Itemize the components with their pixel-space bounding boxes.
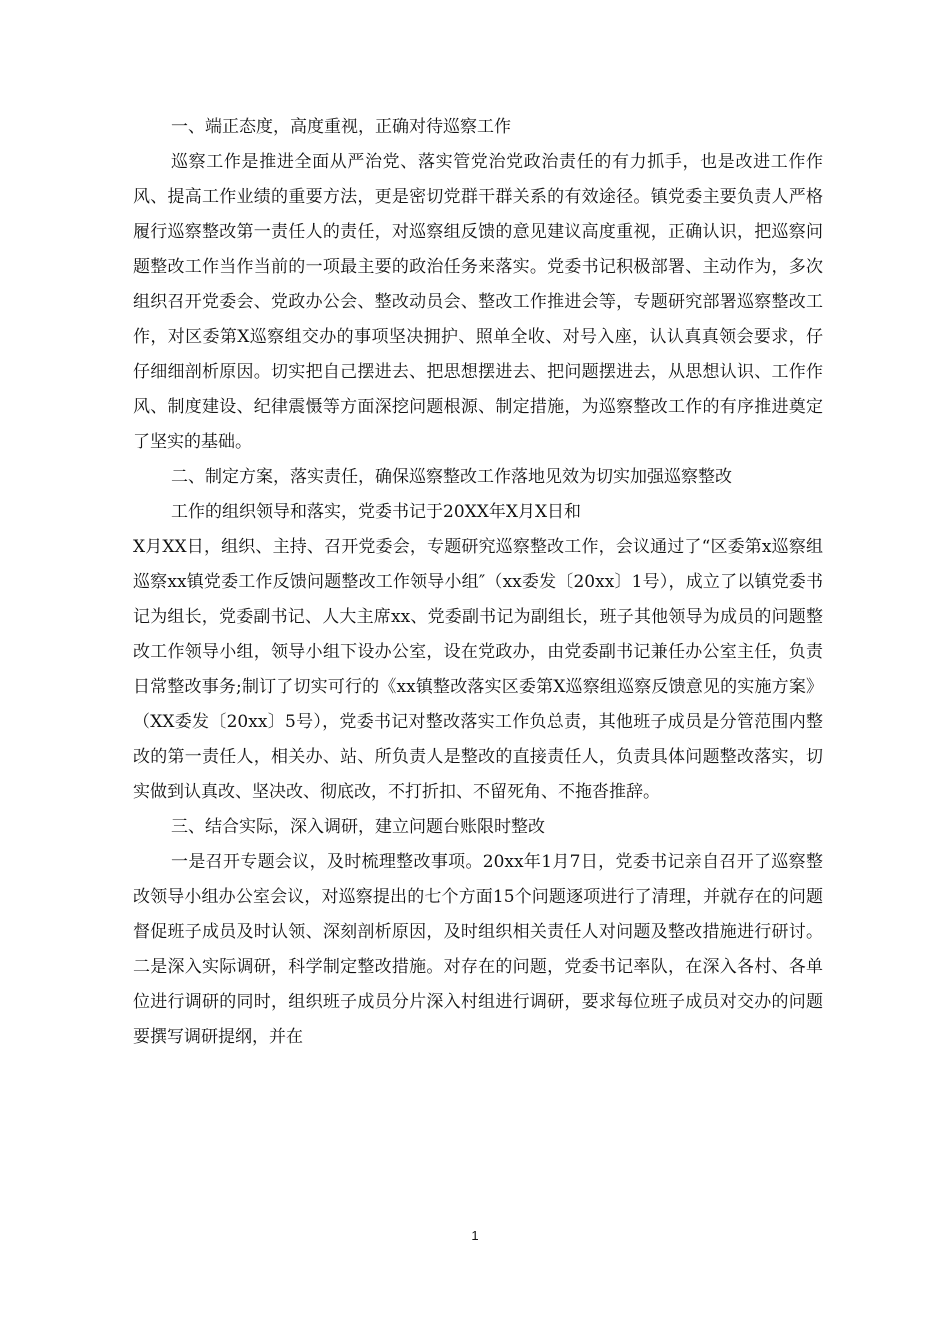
body-paragraph-1: 巡察工作是推进全面从严治党、落实管党治党政治责任的有力抓手，也是改进工作作风、提高工作业绩的重要方法，更是密切党群干群关系的有效途径。镇党委主要负责人严格履行巡察整改第一责任人的责任，对巡察组反馈的意见建议高度重视，正确认识，把巡察问题整改工作当作当前的一项最主要的政治任务来落实。党委书记积极部署、主动作为，多次组织召开党委会、党政办公会、整改动员会、整改工作推进会等，专题研究部署巡察整改工作，对区委第X巡察组交办的事项坚决拥护、照单全收、对号入座，认认真真领会要求，仔仔细细剖析原因。切实把自己摆进去、把思想摆进去、把问题摆进去，从思想认识、工作作风、制度建设、纪律震慑等方面深挖问题根源、制定措施，为巡察整改工作的有序推进奠定了坚实的基础。 [133, 152, 823, 452]
section-heading-1: 一、端正态度，高度重视，正确对待巡察工作 [171, 117, 511, 137]
section-heading-3: 三、结合实际，深入调研，建立问题台账限时整改 [171, 817, 545, 837]
body-paragraph-3: 一是召开专题会议，及时梳理整改事项。20xx年1月7日，党委书记亲自召开了巡察整改领导小组办公室会议，对巡察提出的七个方面15个问题逐项进行了清理，并就存在的问题督促班子成员及时认领、深刻剖析原因，及时组织相关责任人对问题及整改措施进行研讨。二是深入实际调研，科学制定整改措施。对存在的问题，党委书记率队，在深入各村、各单位进行调研的同时，组织班子成员分片深入村组进行调研，要求每位班子成员对交办的问题要撰写调研提纲，并在 [133, 852, 823, 1047]
document-body [133, 110, 823, 1055]
section-heading-2: 二、制定方案，落实责任，确保巡察整改工作落地见效为切实加强巡察整改 [171, 467, 732, 487]
page-number: 1 [471, 1228, 479, 1243]
body-paragraph-2b: X月XX日，组织、主持、召开党委会，专题研究巡察整改工作，会议通过了“区委第x巡察组巡察xx镇党委工作反馈问题整改工作领导小组″（xx委发〔20xx〕1号），成立了以镇党委书记为组长，党委副书记、人大主席xx、党委副书记为副组长，班子其他领导为成员的问题整改工作领导小组，领导小组下设办公室，设在党政办，由党委副书记兼任办公室主任，负责日常整改事务;制订了切实可行的《xx镇整改落实区委第X巡察组巡察反馈意见的实施方案》（XX委发〔20xx〕5号），党委书记对整改落实工作负总责，其他班子成员是分管范围内整改的第一责任人，相关办、站、所负责人是整改的直接责任人，负责具体问题整改落实，切实做到认真改、坚决改、彻底改，不打折扣、不留死角、不拖沓推辞。 [133, 537, 823, 802]
body-paragraph-2a: 工作的组织领导和落实，党委书记于20XX年X月X日和 [171, 502, 582, 522]
